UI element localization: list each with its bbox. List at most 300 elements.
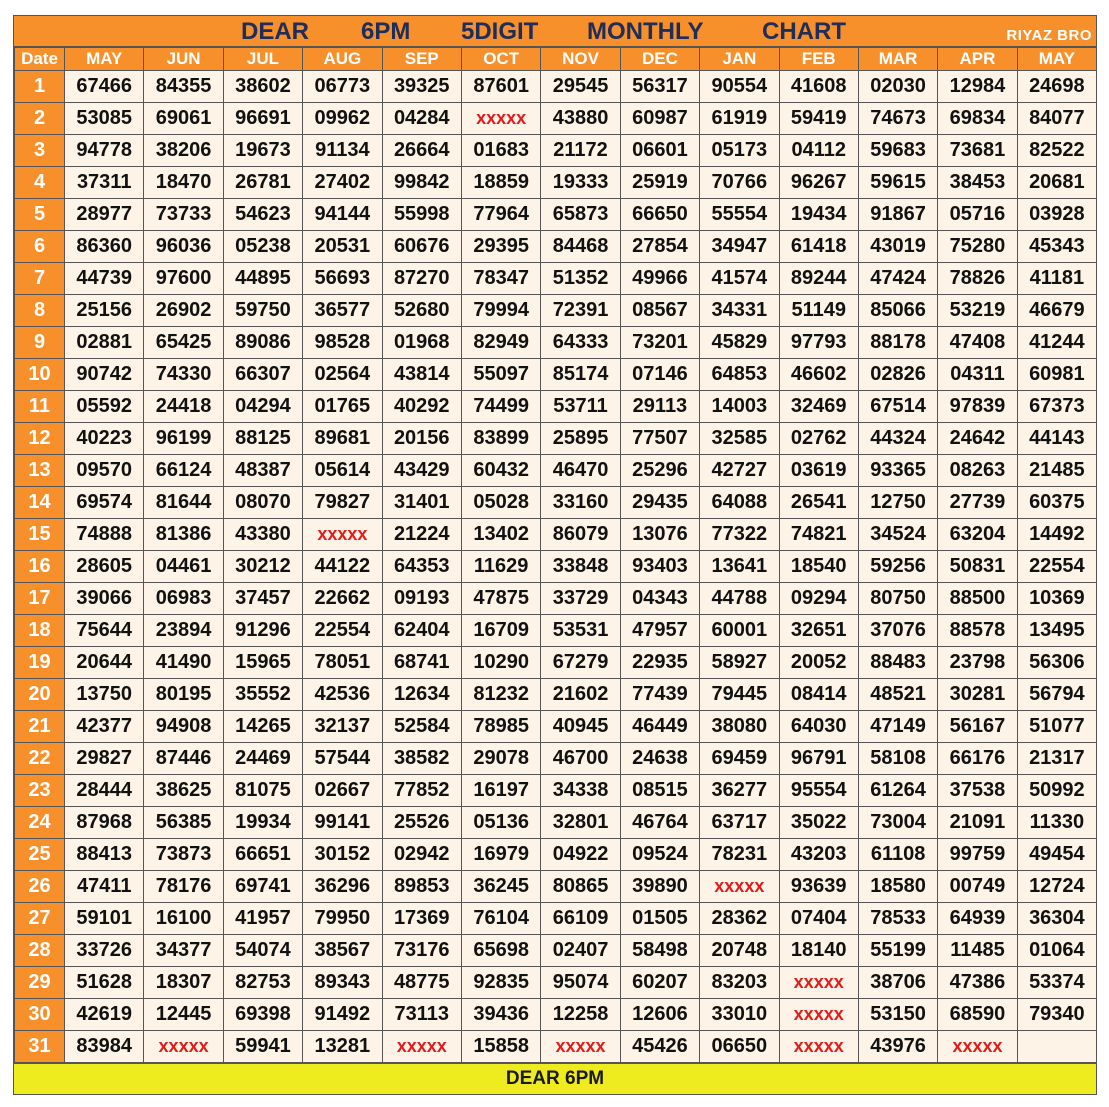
result-cell: 16100 bbox=[144, 903, 223, 935]
result-cell: 74888 bbox=[65, 519, 144, 551]
result-cell: 74673 bbox=[858, 103, 937, 135]
result-cell: 01064 bbox=[1017, 935, 1096, 967]
result-cell: 92835 bbox=[461, 967, 540, 999]
result-cell: 99842 bbox=[382, 167, 461, 199]
date-cell: 5 bbox=[15, 199, 65, 231]
result-cell: 61418 bbox=[779, 231, 858, 263]
result-cell: 36296 bbox=[303, 871, 382, 903]
result-cell: 68741 bbox=[382, 647, 461, 679]
result-cell: 01765 bbox=[303, 391, 382, 423]
result-cell: 53374 bbox=[1017, 967, 1096, 999]
result-cell: 40223 bbox=[65, 423, 144, 455]
date-cell: 18 bbox=[15, 615, 65, 647]
result-cell: 84077 bbox=[1017, 103, 1096, 135]
result-cell: 60001 bbox=[700, 615, 779, 647]
result-cell: 64030 bbox=[779, 711, 858, 743]
result-cell: 47386 bbox=[938, 967, 1017, 999]
title-word-monthly: MONTHLY bbox=[587, 18, 704, 45]
date-cell: 30 bbox=[15, 999, 65, 1031]
result-cell: 56167 bbox=[938, 711, 1017, 743]
table-header bbox=[15, 48, 1097, 71]
result-cell: 73176 bbox=[382, 935, 461, 967]
result-cell: 49966 bbox=[620, 263, 699, 295]
result-cell: 96791 bbox=[779, 743, 858, 775]
result-cell: 21602 bbox=[541, 679, 620, 711]
result-cell: 24638 bbox=[620, 743, 699, 775]
result-cell: 44788 bbox=[700, 583, 779, 615]
result-cell: 36577 bbox=[303, 295, 382, 327]
result-cell: 77507 bbox=[620, 423, 699, 455]
result-cell: 39436 bbox=[461, 999, 540, 1031]
date-cell: 6 bbox=[15, 231, 65, 263]
result-cell: 20681 bbox=[1017, 167, 1096, 199]
result-cell: 53085 bbox=[65, 103, 144, 135]
result-cell: 73873 bbox=[144, 839, 223, 871]
date-cell: 23 bbox=[15, 775, 65, 807]
table-body bbox=[15, 71, 1097, 1063]
date-cell: 21 bbox=[15, 711, 65, 743]
date-cell: 29 bbox=[15, 967, 65, 999]
result-cell: 79950 bbox=[303, 903, 382, 935]
result-cell: 01505 bbox=[620, 903, 699, 935]
table-row bbox=[15, 327, 1097, 359]
result-cell: 13641 bbox=[700, 551, 779, 583]
result-cell: 23798 bbox=[938, 647, 1017, 679]
result-cell: 47411 bbox=[65, 871, 144, 903]
result-cell: 47408 bbox=[938, 327, 1017, 359]
result-cell: 06983 bbox=[144, 583, 223, 615]
result-cell: 66124 bbox=[144, 455, 223, 487]
result-cell: 53531 bbox=[541, 615, 620, 647]
result-cell: 30152 bbox=[303, 839, 382, 871]
result-cell: 53711 bbox=[541, 391, 620, 423]
result-cell: 12606 bbox=[620, 999, 699, 1031]
result-cell: 55199 bbox=[858, 935, 937, 967]
table-row bbox=[15, 647, 1097, 679]
result-cell: 60981 bbox=[1017, 359, 1096, 391]
table-row bbox=[15, 807, 1097, 839]
date-cell: 17 bbox=[15, 583, 65, 615]
result-cell: 47424 bbox=[858, 263, 937, 295]
result-cell: 38706 bbox=[858, 967, 937, 999]
result-cell: 28977 bbox=[65, 199, 144, 231]
date-cell: 14 bbox=[15, 487, 65, 519]
result-cell: 89853 bbox=[382, 871, 461, 903]
result-cell: 05592 bbox=[65, 391, 144, 423]
result-cell: 20156 bbox=[382, 423, 461, 455]
result-cell: 38582 bbox=[382, 743, 461, 775]
brand-label: RIYAZ BRO bbox=[1006, 27, 1092, 44]
result-cell: 95074 bbox=[541, 967, 620, 999]
result-cell: 70766 bbox=[700, 167, 779, 199]
result-cell: 21485 bbox=[1017, 455, 1096, 487]
result-cell: 67514 bbox=[858, 391, 937, 423]
result-cell: 90742 bbox=[65, 359, 144, 391]
result-cell: 97839 bbox=[938, 391, 1017, 423]
result-cell: 18859 bbox=[461, 167, 540, 199]
result-cell: 01968 bbox=[382, 327, 461, 359]
result-cell: 60207 bbox=[620, 967, 699, 999]
result-cell: 59101 bbox=[65, 903, 144, 935]
result-cell: 56306 bbox=[1017, 647, 1096, 679]
empty-cell bbox=[1017, 1031, 1096, 1063]
date-cell: 11 bbox=[15, 391, 65, 423]
result-cell: 46679 bbox=[1017, 295, 1096, 327]
table-row bbox=[15, 455, 1097, 487]
table-row bbox=[15, 1031, 1097, 1063]
result-cell: 29395 bbox=[461, 231, 540, 263]
result-cell: 10290 bbox=[461, 647, 540, 679]
result-cell: 84355 bbox=[144, 71, 223, 103]
result-cell: 48521 bbox=[858, 679, 937, 711]
result-cell: 38206 bbox=[144, 135, 223, 167]
result-cell: 40945 bbox=[541, 711, 620, 743]
result-cell: 63717 bbox=[700, 807, 779, 839]
result-cell: 41957 bbox=[223, 903, 302, 935]
result-cell: 14003 bbox=[700, 391, 779, 423]
result-cell: 02030 bbox=[858, 71, 937, 103]
result-cell: 64939 bbox=[938, 903, 1017, 935]
result-cell: 09294 bbox=[779, 583, 858, 615]
result-cell: 93365 bbox=[858, 455, 937, 487]
result-cell: 22554 bbox=[303, 615, 382, 647]
result-cell: 37076 bbox=[858, 615, 937, 647]
result-cell: 82949 bbox=[461, 327, 540, 359]
result-cell: 46764 bbox=[620, 807, 699, 839]
result-cell: 66109 bbox=[541, 903, 620, 935]
result-cell: 53150 bbox=[858, 999, 937, 1031]
result-cell: 28444 bbox=[65, 775, 144, 807]
date-cell: 3 bbox=[15, 135, 65, 167]
result-cell: 88413 bbox=[65, 839, 144, 871]
column-header-month: MAY bbox=[65, 48, 144, 71]
result-cell: 21317 bbox=[1017, 743, 1096, 775]
result-cell: 39325 bbox=[382, 71, 461, 103]
result-cell: 78826 bbox=[938, 263, 1017, 295]
result-cell: 96199 bbox=[144, 423, 223, 455]
result-cell: 37311 bbox=[65, 167, 144, 199]
result-cell: 35552 bbox=[223, 679, 302, 711]
result-cell: 94144 bbox=[303, 199, 382, 231]
result-cell: 11330 bbox=[1017, 807, 1096, 839]
result-cell: 18470 bbox=[144, 167, 223, 199]
result-cell: 56317 bbox=[620, 71, 699, 103]
result-cell: 88483 bbox=[858, 647, 937, 679]
result-cell: 08263 bbox=[938, 455, 1017, 487]
result-cell: 28605 bbox=[65, 551, 144, 583]
date-cell: 19 bbox=[15, 647, 65, 679]
result-cell: 27739 bbox=[938, 487, 1017, 519]
column-header-month: DEC bbox=[620, 48, 699, 71]
result-cell: 05136 bbox=[461, 807, 540, 839]
result-cell: 96267 bbox=[779, 167, 858, 199]
result-cell: 19934 bbox=[223, 807, 302, 839]
result-cell: 59750 bbox=[223, 295, 302, 327]
result-cell: 78231 bbox=[700, 839, 779, 871]
result-cell: 79340 bbox=[1017, 999, 1096, 1031]
result-cell: 41244 bbox=[1017, 327, 1096, 359]
result-cell: 89244 bbox=[779, 263, 858, 295]
result-cell: 16709 bbox=[461, 615, 540, 647]
chart-frame bbox=[13, 15, 1097, 1095]
result-cell: 36245 bbox=[461, 871, 540, 903]
result-cell: 44895 bbox=[223, 263, 302, 295]
result-cell: 49454 bbox=[1017, 839, 1096, 871]
column-header-month: APR bbox=[938, 48, 1017, 71]
result-cell: 15858 bbox=[461, 1031, 540, 1063]
date-cell: 24 bbox=[15, 807, 65, 839]
result-cell: 34331 bbox=[700, 295, 779, 327]
result-cell: 97793 bbox=[779, 327, 858, 359]
result-cell: 96691 bbox=[223, 103, 302, 135]
column-header-month: AUG bbox=[303, 48, 382, 71]
result-cell: 20052 bbox=[779, 647, 858, 679]
result-cell: 17369 bbox=[382, 903, 461, 935]
result-cell: 04284 bbox=[382, 103, 461, 135]
result-cell: 43429 bbox=[382, 455, 461, 487]
result-cell: 88178 bbox=[858, 327, 937, 359]
result-cell: 45426 bbox=[620, 1031, 699, 1063]
result-cell: 73681 bbox=[938, 135, 1017, 167]
result-cell: 78176 bbox=[144, 871, 223, 903]
column-header-month: MAY bbox=[1017, 48, 1096, 71]
table-row bbox=[15, 871, 1097, 903]
result-cell: 16197 bbox=[461, 775, 540, 807]
result-cell: 56794 bbox=[1017, 679, 1096, 711]
result-cell: 38080 bbox=[700, 711, 779, 743]
result-cell: 90554 bbox=[700, 71, 779, 103]
missing-result-cell: xxxxx bbox=[382, 1031, 461, 1063]
result-cell: 31401 bbox=[382, 487, 461, 519]
result-cell: 32801 bbox=[541, 807, 620, 839]
result-cell: 60987 bbox=[620, 103, 699, 135]
result-cell: 63204 bbox=[938, 519, 1017, 551]
column-header-month: SEP bbox=[382, 48, 461, 71]
result-cell: 21224 bbox=[382, 519, 461, 551]
result-cell: 33726 bbox=[65, 935, 144, 967]
result-cell: 22662 bbox=[303, 583, 382, 615]
result-cell: 75280 bbox=[938, 231, 1017, 263]
result-cell: 41490 bbox=[144, 647, 223, 679]
result-cell: 51352 bbox=[541, 263, 620, 295]
result-cell: 81232 bbox=[461, 679, 540, 711]
result-cell: 42536 bbox=[303, 679, 382, 711]
result-cell: 08070 bbox=[223, 487, 302, 519]
result-cell: 58108 bbox=[858, 743, 937, 775]
result-cell: 56693 bbox=[303, 263, 382, 295]
result-cell: 83899 bbox=[461, 423, 540, 455]
date-cell: 15 bbox=[15, 519, 65, 551]
result-cell: 09193 bbox=[382, 583, 461, 615]
result-cell: 82522 bbox=[1017, 135, 1096, 167]
result-cell: 04294 bbox=[223, 391, 302, 423]
result-cell: 20644 bbox=[65, 647, 144, 679]
result-cell: 19434 bbox=[779, 199, 858, 231]
title-word-dear: DEAR bbox=[241, 18, 310, 45]
table-row bbox=[15, 551, 1097, 583]
result-cell: 02942 bbox=[382, 839, 461, 871]
result-cell: 13495 bbox=[1017, 615, 1096, 647]
table-row bbox=[15, 775, 1097, 807]
result-cell: 43203 bbox=[779, 839, 858, 871]
result-cell: 62404 bbox=[382, 615, 461, 647]
result-cell: 41608 bbox=[779, 71, 858, 103]
result-cell: 46449 bbox=[620, 711, 699, 743]
result-cell: 26781 bbox=[223, 167, 302, 199]
result-cell: 69398 bbox=[223, 999, 302, 1031]
result-cell: 26664 bbox=[382, 135, 461, 167]
result-cell: 64853 bbox=[700, 359, 779, 391]
result-cell: 43814 bbox=[382, 359, 461, 391]
result-cell: 91492 bbox=[303, 999, 382, 1031]
result-cell: 26541 bbox=[779, 487, 858, 519]
result-cell: 51077 bbox=[1017, 711, 1096, 743]
title-bar bbox=[14, 16, 1096, 47]
result-cell: 39066 bbox=[65, 583, 144, 615]
result-cell: 25895 bbox=[541, 423, 620, 455]
result-cell: 08567 bbox=[620, 295, 699, 327]
table-row bbox=[15, 583, 1097, 615]
result-cell: 77322 bbox=[700, 519, 779, 551]
result-cell: 60375 bbox=[1017, 487, 1096, 519]
result-cell: 91134 bbox=[303, 135, 382, 167]
table-row bbox=[15, 903, 1097, 935]
result-cell: 66651 bbox=[223, 839, 302, 871]
missing-result-cell: xxxxx bbox=[779, 1031, 858, 1063]
result-cell: 50831 bbox=[938, 551, 1017, 583]
result-cell: 08414 bbox=[779, 679, 858, 711]
result-cell: 43380 bbox=[223, 519, 302, 551]
result-cell: 60432 bbox=[461, 455, 540, 487]
result-cell: 72391 bbox=[541, 295, 620, 327]
column-header-month: JAN bbox=[700, 48, 779, 71]
result-cell: 60676 bbox=[382, 231, 461, 263]
result-cell: 14492 bbox=[1017, 519, 1096, 551]
result-cell: 01683 bbox=[461, 135, 540, 167]
result-cell: 20531 bbox=[303, 231, 382, 263]
column-header-month: MAR bbox=[858, 48, 937, 71]
result-cell: 69834 bbox=[938, 103, 1017, 135]
result-cell: 94778 bbox=[65, 135, 144, 167]
result-cell: 78051 bbox=[303, 647, 382, 679]
result-cell: 06650 bbox=[700, 1031, 779, 1063]
result-cell: 58927 bbox=[700, 647, 779, 679]
result-cell: 22554 bbox=[1017, 551, 1096, 583]
table-row bbox=[15, 391, 1097, 423]
result-cell: 74499 bbox=[461, 391, 540, 423]
result-cell: 65425 bbox=[144, 327, 223, 359]
result-cell: 29827 bbox=[65, 743, 144, 775]
result-cell: 12724 bbox=[1017, 871, 1096, 903]
result-cell: 80750 bbox=[858, 583, 937, 615]
result-cell: 47875 bbox=[461, 583, 540, 615]
result-cell: 05614 bbox=[303, 455, 382, 487]
result-cell: 67373 bbox=[1017, 391, 1096, 423]
result-cell: 47149 bbox=[858, 711, 937, 743]
result-cell: 88500 bbox=[938, 583, 1017, 615]
result-cell: 34947 bbox=[700, 231, 779, 263]
result-cell: 93403 bbox=[620, 551, 699, 583]
result-cell: 67466 bbox=[65, 71, 144, 103]
result-cell: 43976 bbox=[858, 1031, 937, 1063]
table-row bbox=[15, 967, 1097, 999]
result-cell: 89086 bbox=[223, 327, 302, 359]
result-cell: 56385 bbox=[144, 807, 223, 839]
result-cell: 89681 bbox=[303, 423, 382, 455]
result-cell: 24642 bbox=[938, 423, 1017, 455]
result-cell: 61919 bbox=[700, 103, 779, 135]
result-cell: 55554 bbox=[700, 199, 779, 231]
table-row bbox=[15, 999, 1097, 1031]
missing-result-cell: xxxxx bbox=[541, 1031, 620, 1063]
result-cell: 65698 bbox=[461, 935, 540, 967]
result-cell: 12445 bbox=[144, 999, 223, 1031]
result-cell: 07146 bbox=[620, 359, 699, 391]
result-cell: 58498 bbox=[620, 935, 699, 967]
result-cell: 69741 bbox=[223, 871, 302, 903]
result-cell: 42377 bbox=[65, 711, 144, 743]
result-cell: 74330 bbox=[144, 359, 223, 391]
result-cell: 64088 bbox=[700, 487, 779, 519]
result-cell: 03928 bbox=[1017, 199, 1096, 231]
result-cell: 79994 bbox=[461, 295, 540, 327]
result-cell: 33848 bbox=[541, 551, 620, 583]
result-cell: 74821 bbox=[779, 519, 858, 551]
result-cell: 02881 bbox=[65, 327, 144, 359]
result-cell: 97600 bbox=[144, 263, 223, 295]
result-cell: 12634 bbox=[382, 679, 461, 711]
result-cell: 13750 bbox=[65, 679, 144, 711]
missing-result-cell: xxxxx bbox=[700, 871, 779, 903]
column-header-month: NOV bbox=[541, 48, 620, 71]
result-cell: 22935 bbox=[620, 647, 699, 679]
result-cell: 79827 bbox=[303, 487, 382, 519]
result-cell: 82753 bbox=[223, 967, 302, 999]
result-cell: 18580 bbox=[858, 871, 937, 903]
table-row bbox=[15, 679, 1097, 711]
result-cell: 81644 bbox=[144, 487, 223, 519]
result-cell: 79445 bbox=[700, 679, 779, 711]
result-cell: 86360 bbox=[65, 231, 144, 263]
result-cell: 44143 bbox=[1017, 423, 1096, 455]
date-cell: 10 bbox=[15, 359, 65, 391]
result-cell: 59683 bbox=[858, 135, 937, 167]
result-cell: 16979 bbox=[461, 839, 540, 871]
result-cell: 27402 bbox=[303, 167, 382, 199]
result-cell: 87601 bbox=[461, 71, 540, 103]
result-cell: 61108 bbox=[858, 839, 937, 871]
result-cell: 87968 bbox=[65, 807, 144, 839]
date-cell: 16 bbox=[15, 551, 65, 583]
column-header-date: Date bbox=[15, 48, 65, 71]
result-cell: 37457 bbox=[223, 583, 302, 615]
result-cell: 93639 bbox=[779, 871, 858, 903]
result-cell: 73113 bbox=[382, 999, 461, 1031]
result-cell: 88578 bbox=[938, 615, 1017, 647]
result-cell: 69574 bbox=[65, 487, 144, 519]
result-cell: 86079 bbox=[541, 519, 620, 551]
table-row bbox=[15, 199, 1097, 231]
result-cell: 83984 bbox=[65, 1031, 144, 1063]
result-cell: 66650 bbox=[620, 199, 699, 231]
result-cell: 41574 bbox=[700, 263, 779, 295]
result-cell: 04112 bbox=[779, 135, 858, 167]
result-cell: 43880 bbox=[541, 103, 620, 135]
result-cell: 48387 bbox=[223, 455, 302, 487]
result-cell: 13076 bbox=[620, 519, 699, 551]
result-cell: 87446 bbox=[144, 743, 223, 775]
result-cell: 52584 bbox=[382, 711, 461, 743]
